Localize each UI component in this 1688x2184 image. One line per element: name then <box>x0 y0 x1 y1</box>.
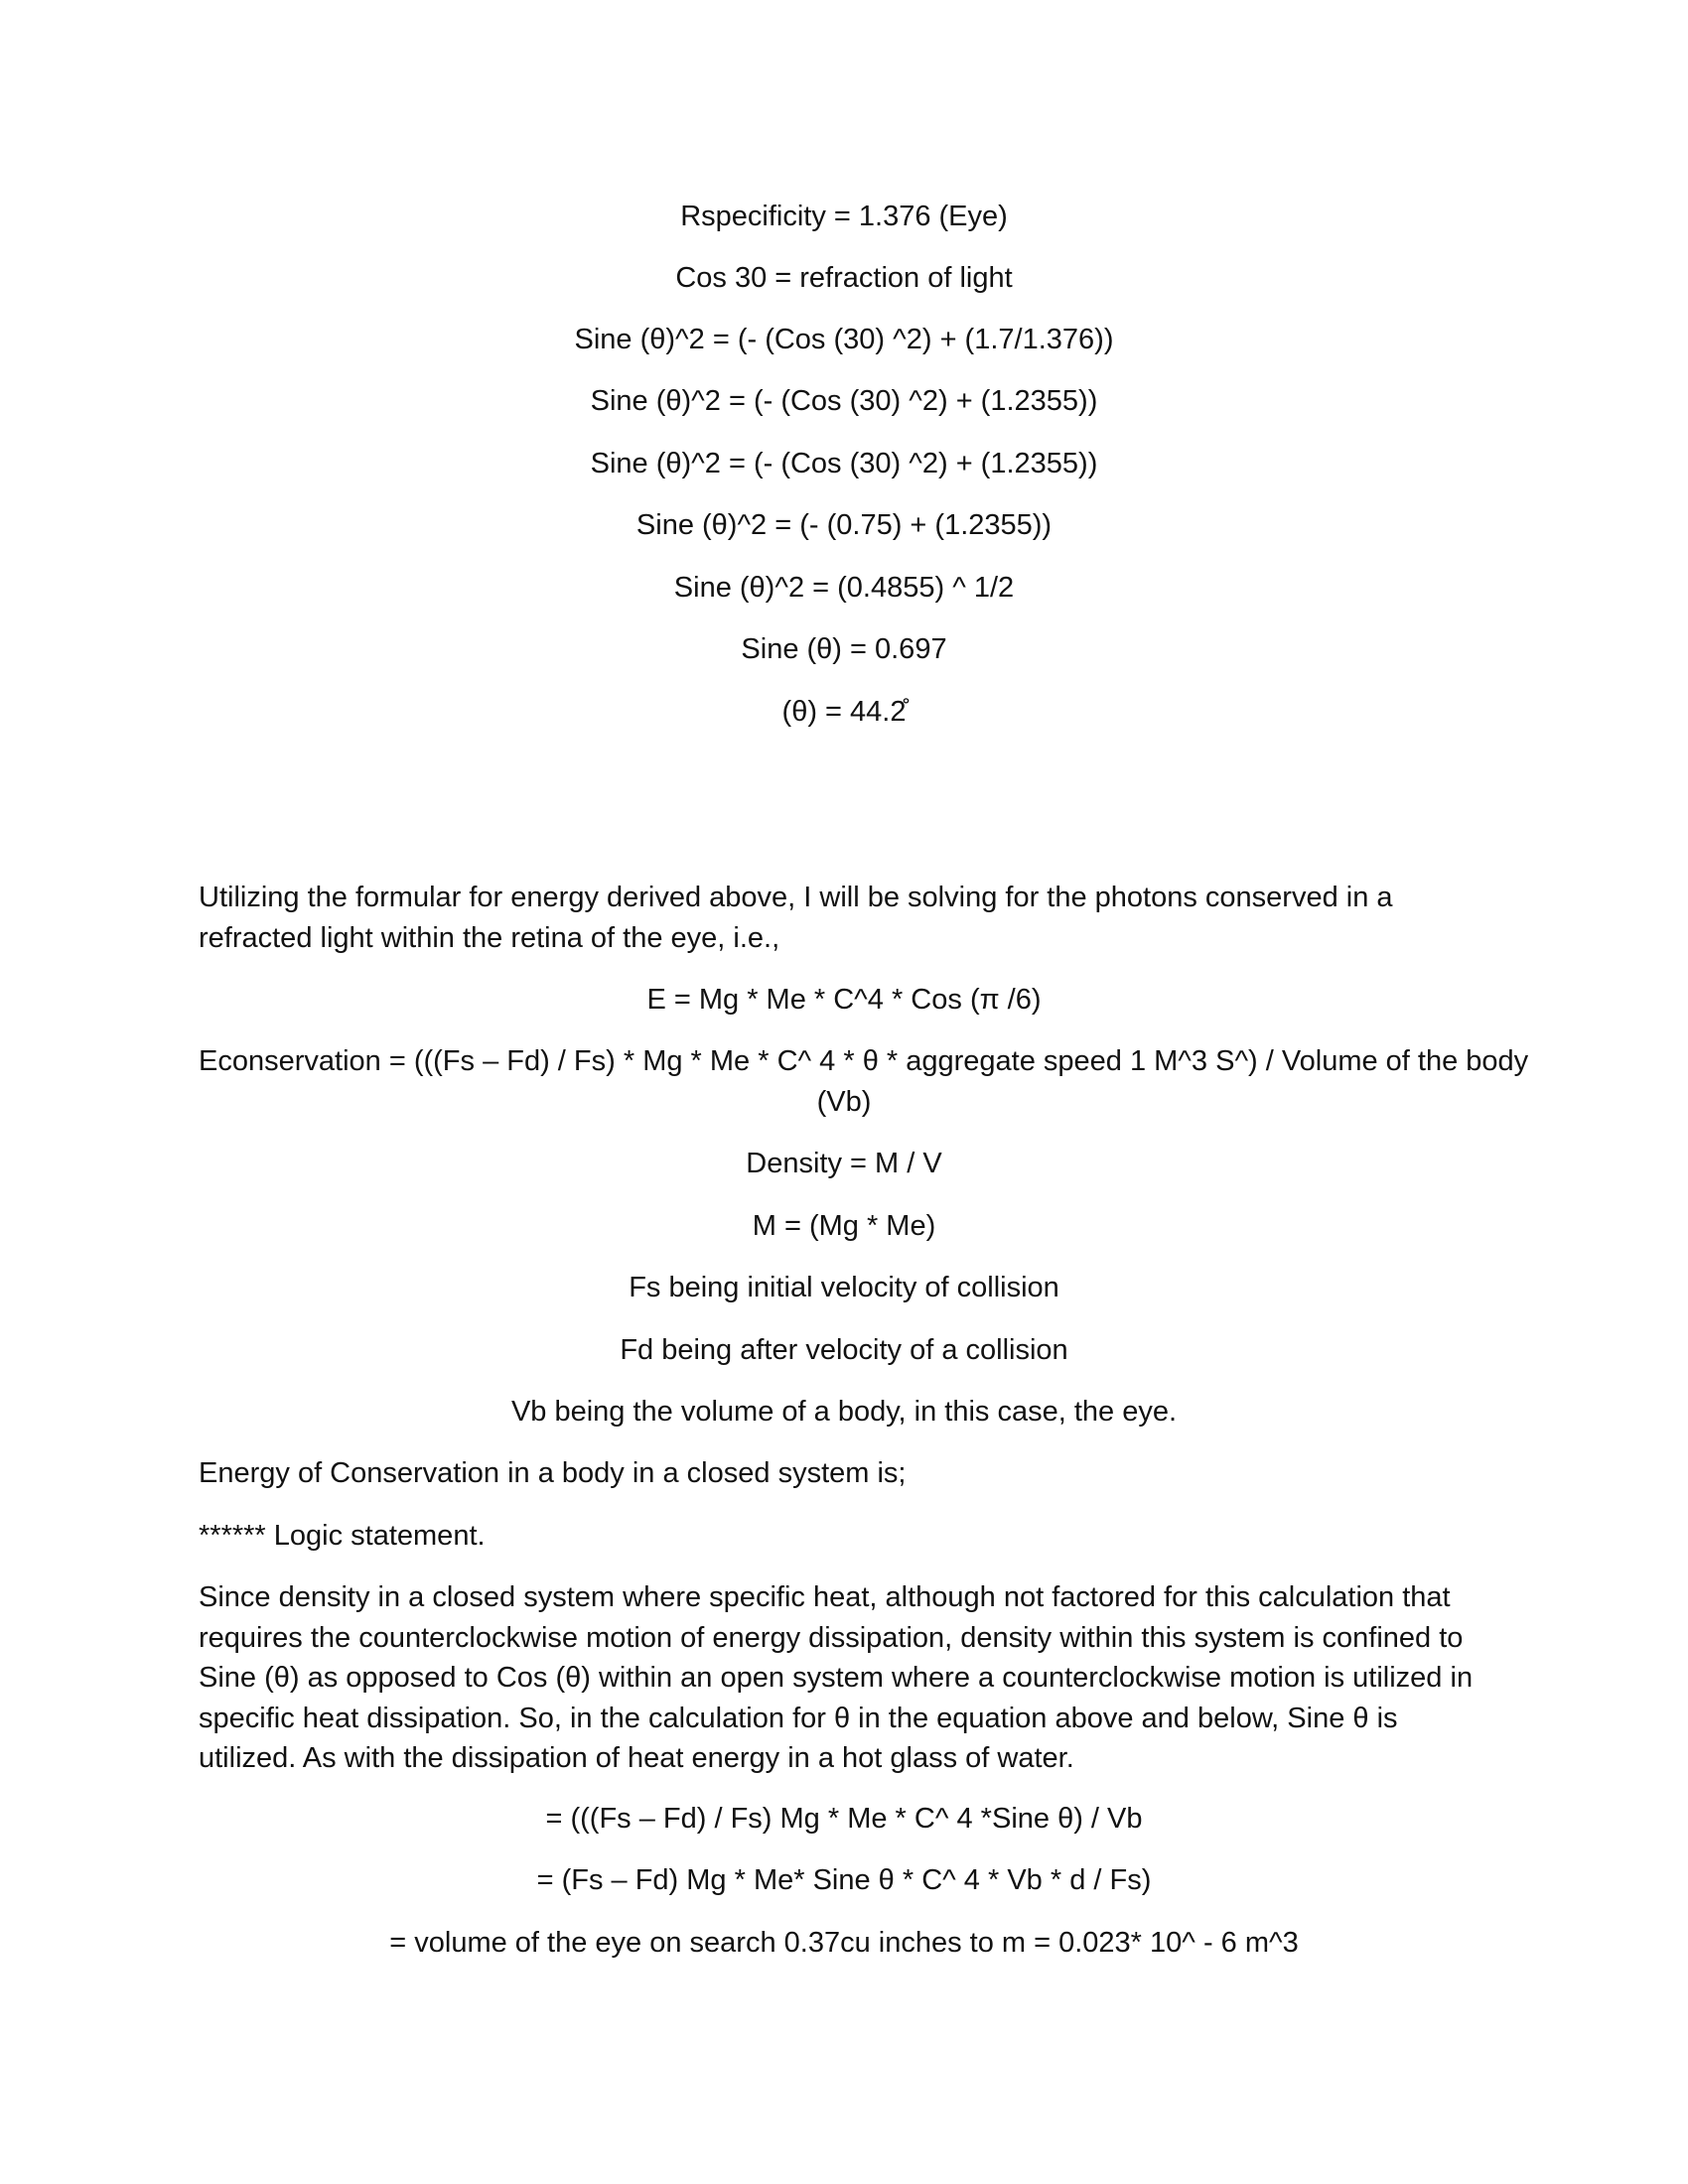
final-equation-2: = (Fs – Fd) Mg * Me* Sine θ * C^ 4 * Vb * d / Fs) <box>536 1864 1152 1896</box>
econservation-equation-line1: Econservation = (((Fs – Fd) / Fs) * Mg * Me * C^ 4 * θ * aggregate speed 1 M^3 S^) / Volume of the body <box>199 1045 1529 1077</box>
equation-cos30: Cos 30 = refraction of light <box>675 262 1013 294</box>
equation-sine-squared-3: Sine (θ)^2 = (- (Cos (30) ^2) + (1.2355)) <box>590 448 1098 479</box>
equation-sine-squared-4: Sine (θ)^2 = (- (0.75) + (1.2355)) <box>635 509 1053 541</box>
conservation-statement: Energy of Conservation in a body in a closed system is; <box>199 1457 907 1489</box>
econservation-equation-line2: (Vb) <box>816 1086 872 1118</box>
equation-sine-squared-1: Sine (θ)^2 = (- (Cos (30) ^2) + (1.7/1.376)) <box>574 324 1114 355</box>
energy-equation: E = Mg * Me * C^4 * Cos (π /6) <box>646 984 1042 1016</box>
logic-statement: ****** Logic statement. <box>199 1520 486 1552</box>
equation-theta-value: (θ) = 44.2̊ <box>781 696 907 728</box>
equation-sine-value: Sine (θ) = 0.697 <box>741 633 947 665</box>
equation-rspecificity: Rspecificity = 1.376 (Eye) <box>680 201 1008 232</box>
equation-sine-squared-2: Sine (θ)^2 = (- (Cos (30) ^2) + (1.2355)) <box>590 385 1098 417</box>
definition-vb: Vb being the volume of a body, in this case, the eye. <box>510 1396 1178 1428</box>
equation-sine-squared-5: Sine (θ)^2 = (0.4855) ^ 1/2 <box>673 572 1015 604</box>
density-paragraph: Since density in a closed system where specific heat, although not factored for this calculation that requires the counterclockwise motion of energy dissipation, density within this system is confined to Sine (θ) as opposed to Cos (θ) within an open system where a counterclockwise motion is utilized in specific heat dissipation. So, in the calculation for θ in the equation above and below, Sine θ is utilized. As with the dissipation of heat energy in a hot glass of water. <box>199 1581 1474 1774</box>
definition-mass: M = (Mg * Me) <box>752 1210 936 1242</box>
definition-density: Density = M / V <box>746 1148 942 1179</box>
intro-paragraph: Utilizing the formular for energy derived above, I will be solving for the photons conserved in a refracted light within the retina of the eye, i.e., <box>199 882 1393 954</box>
definition-fs: Fs being initial velocity of collision <box>629 1272 1059 1303</box>
definition-fd: Fd being after velocity of a collision <box>620 1334 1068 1366</box>
final-equation-3: = volume of the eye on search 0.37cu inches to m = 0.023* 10^ - 6 m^3 <box>389 1927 1299 1959</box>
final-equation-1: = (((Fs – Fd) / Fs) Mg * Me * C^ 4 *Sine θ) / Vb <box>545 1803 1143 1835</box>
